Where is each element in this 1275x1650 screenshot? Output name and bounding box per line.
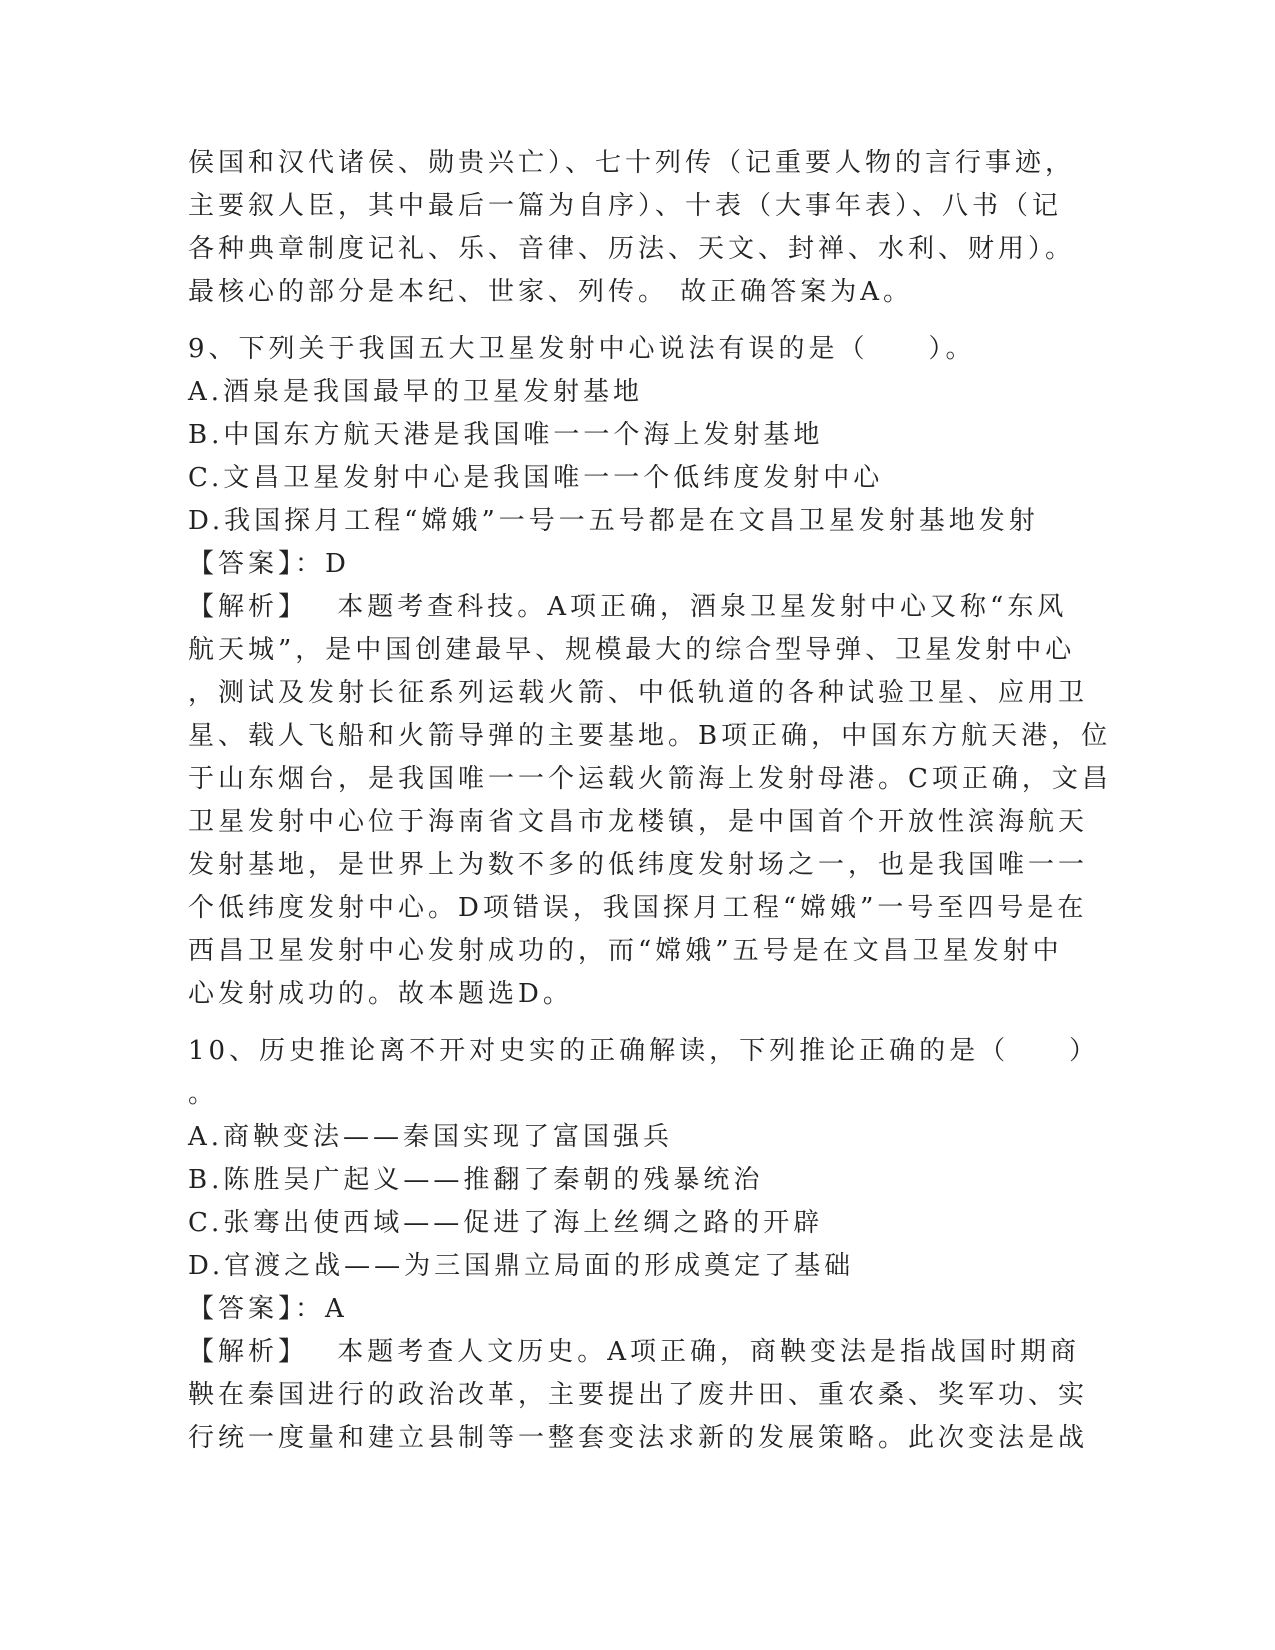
explanation-line: 卫星发射中心位于海南省文昌市龙楼镇，是中国首个开放性滨海航天 — [188, 807, 1089, 837]
explanation-line: 星、载人飞船和火箭导弹的主要基地。B项正确，中国东方航天港，位 — [188, 721, 1112, 751]
question-stem: 10、历史推论离不开对史实的正确解读，下列推论正确的是（ ） — [188, 1036, 1100, 1066]
explanation-line: 航天城”，是中国创建最早、规模最大的综合型导弹、卫星发射中心 — [188, 635, 1076, 665]
question-stem-continued: 。 — [188, 1079, 219, 1109]
option-d: D.我国探月工程“嫦娥”一号一五号都是在文昌卫星发射基地发射 — [188, 506, 1039, 536]
explanation-line: 个低纬度发射中心。D项错误，我国探月工程“嫦娥”一号至四号是在 — [188, 893, 1088, 923]
explanation-line: 心发射成功的。故本题选D。 — [188, 979, 573, 1009]
explanation-line: 鞅在秦国进行的政治改革，主要提出了废井田、重农桑、奖军功、实 — [188, 1380, 1089, 1410]
question-10 — [188, 1030, 1100, 1460]
explanation-line: 【解析】 本题考查科技。A项正确，酒泉卫星发射中心又称“东风 — [188, 592, 1068, 622]
spacer — [188, 1016, 1088, 1030]
explanation-line: 行统一度量和建立县制等一整套变法求新的发展策略。此次变法是战 — [188, 1423, 1089, 1453]
explanation-line: 发射基地，是世界上为数不多的低纬度发射场之一，也是我国唯一一 — [188, 850, 1089, 880]
spacer — [188, 314, 1088, 328]
explanation-line: 西昌卫星发射中心发射成功的，而“嫦娥”五号是在文昌卫星发射中 — [188, 936, 1063, 966]
option-c: C.文昌卫星发射中心是我国唯一一个低纬度发射中心 — [188, 463, 884, 493]
previous-explanation — [188, 142, 1088, 314]
paragraph-line: 各种典章制度记礼、乐、音律、历法、天文、封禅、水利、财用）。 — [188, 234, 1076, 264]
explanation-line: 【解析】 本题考查人文历史。A项正确，商鞅变法是指战国时期商 — [188, 1337, 1081, 1367]
option-a: A.商鞅变法——秦国实现了富国强兵 — [188, 1122, 674, 1152]
paragraph-line: 最核心的部分是本纪、世家、列传。 故正确答案为A。 — [188, 277, 914, 307]
option-c: C.张骞出使西域——促进了海上丝绸之路的开辟 — [188, 1208, 824, 1238]
option-b: B.陈胜吴广起义——推翻了秦朝的残暴统治 — [188, 1165, 764, 1195]
option-b: B.中国东方航天港是我国唯一一个海上发射基地 — [188, 420, 824, 450]
question-9 — [188, 328, 1112, 1016]
paragraph-line: 侯国和汉代诸侯、勋贵兴亡）、七十列传（记重要人物的言行事迹， — [188, 148, 1076, 178]
option-a: A.酒泉是我国最早的卫星发射基地 — [188, 377, 644, 407]
option-d: D.官渡之战——为三国鼎立局面的形成奠定了基础 — [188, 1251, 855, 1281]
explanation-line: ，测试及发射长征系列运载火箭、中低轨道的各种试验卫星、应用卫 — [188, 678, 1089, 708]
question-stem: 9、下列关于我国五大卫星发射中心说法有误的是（ ）。 — [188, 334, 976, 364]
answer-line: 【答案】：D — [188, 549, 350, 579]
explanation-line: 于山东烟台，是我国唯一一个运载火箭海上发射母港。C项正确，文昌 — [188, 764, 1112, 794]
answer-line: 【答案】：A — [188, 1294, 348, 1324]
paragraph-line: 主要叙人臣，其中最后一篇为自序）、十表（大事年表）、八书（记 — [188, 191, 1063, 221]
page-content — [188, 142, 1112, 1460]
